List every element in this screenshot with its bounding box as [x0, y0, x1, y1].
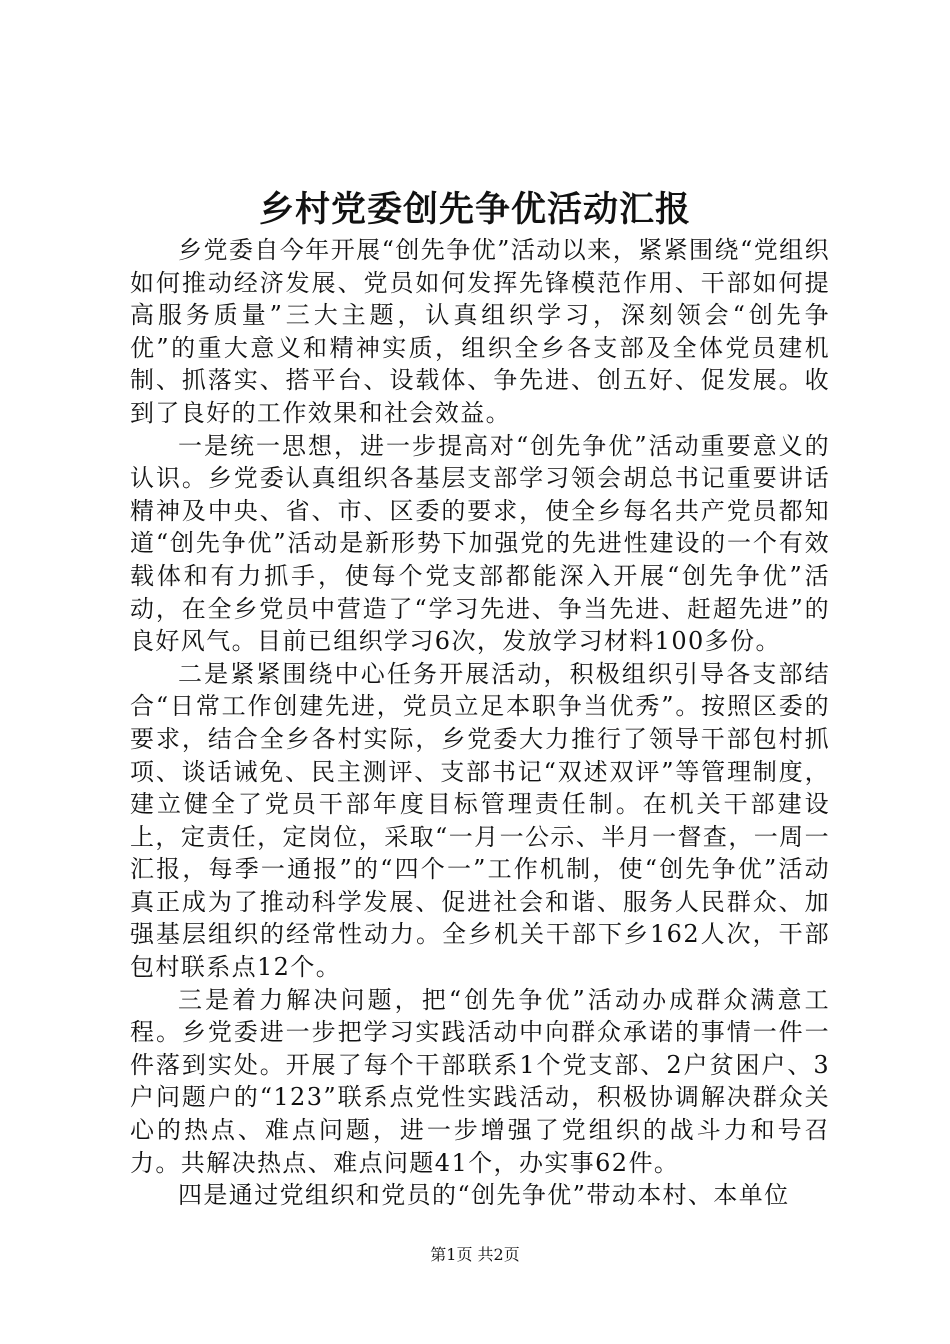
document-title: 乡村党委创先争优活动汇报 — [258, 190, 691, 230]
paragraph-intro: 乡党委自今年开展“创先争优”活动以来，紧紧围绕“党组织如何推动经济发展、党员如何发挥先锋模范作用、干部如何提高服务质量”三大主题，认真组织学习，深刻领会“创先争优”的重大意义和精神实质，组织全乡各支部及全体党员建机制、抓落实、搭平台、设载体、争先进、创五好、促发展。收到了良好的工作效果和社会效益。 — [130, 236, 830, 427]
paragraph-point-two: 二是紧紧围绕中心任务开展活动，积极组织引导各支部结合“日常工作创建先进，党员立足本职争当优秀”。按照区委的要求，结合全乡各村实际，乡党委大力推行了领导干部包村抓项、谈话诫免、民主测评、支部书记“双述双评”等管理制度，建立健全了党员干部年度目标管理责任制。在机关干部建设上，定责任，定岗位，采取“一月一公示、半月一督查，一周一汇报，每季一通报”的“四个一”工作机制，使“创先争优”活动真正成为了推动科学发展、促进社会和谐、服务人民群众、加强基层组织的经常性动力。全乡机关干部下乡162人次，干部包村联系点12个。 — [130, 659, 830, 982]
page-number-footer: 第1页 共2页 — [430, 1245, 520, 1264]
paragraph-point-four: 四是通过党组织和党员的“创先争优”带动本村、本单位 — [178, 1181, 790, 1210]
paragraph-point-one: 一是统一思想，进一步提高对“创先争优”活动重要意义的认识。乡党委认真组织各基层支部学习领会胡总书记重要讲话精神及中央、省、市、区委的要求，使全乡每名共产党员都知道“创先争优”活动是新形势下加强党的先进性建设的一个有效载体和有力抓手，使每个党支部都能深入开展“创先争优”活动，在全乡党员中营造了“学习先进、争当先进、赶超先进”的良好风气。目前已组织学习6次，发放学习材料100多份。 — [130, 431, 830, 656]
document-body — [130, 234, 830, 1212]
paragraph-point-three: 三是着力解决问题，把“创先争优”活动办成群众满意工程。乡党委进一步把学习实践活动中向群众承诺的事情一件一件落到实处。开展了每个干部联系1个党支部、2户贫困户、3户问题户的“123”联系点党性实践活动，积极协调解决群众关心的热点、难点问题，进一步增强了党组织的战斗力和号召力。共解决热点、难点问题41个，办实事62件。 — [130, 985, 830, 1177]
